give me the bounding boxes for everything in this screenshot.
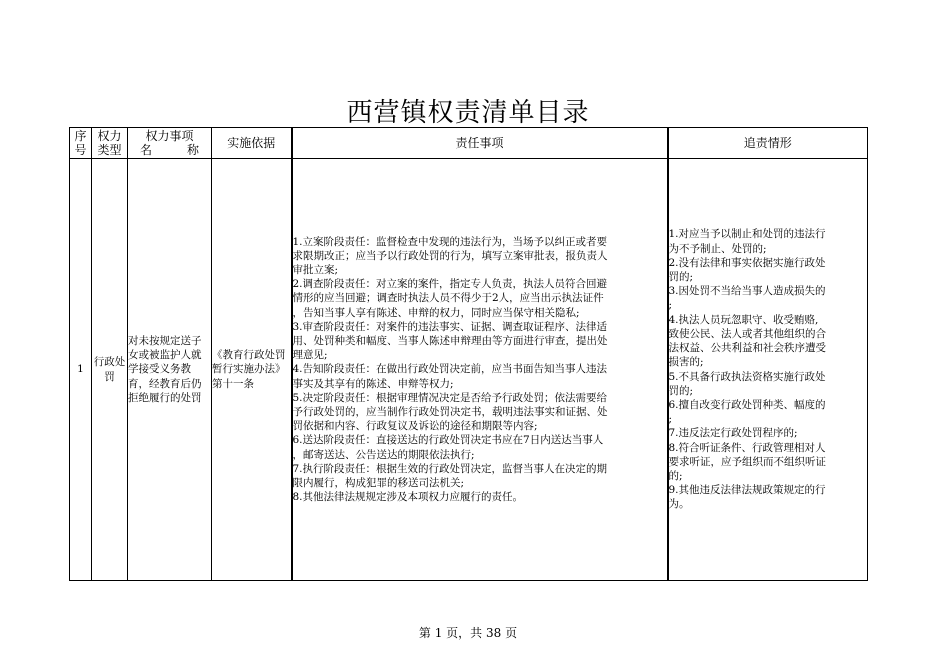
accountability-line: 4.执法人员玩忽职守、收受贿赂, <box>668 313 819 326</box>
accountability-line: ; <box>668 299 673 312</box>
cell-name: 对未按规定送子女或被监护人就学接受义务教育，经教育后仍拒绝履行的处罚 <box>128 159 212 581</box>
header-responsibility: 责任事项 <box>292 128 668 159</box>
responsibility-line: ，邮寄送达、公告送达的期限依法执行; <box>292 448 475 461</box>
responsibility-line: 限内履行，构成犯罪的移送司法机关; <box>292 477 465 490</box>
responsibility-line: 5.决定阶段责任：根据审理情况决定是否给予行政处罚；依法需要给 <box>292 391 608 404</box>
accountability-line: 要求听证，应予组织而不组织听证 <box>668 455 826 468</box>
responsibility-line: 罚依据和内容、行政复议及诉讼的途径和期限等内容; <box>292 420 538 433</box>
cell-responsibility <box>292 159 668 581</box>
header-type: 权力 类型 <box>92 128 128 159</box>
accountability-line: 罚的; <box>668 271 694 284</box>
cell-accountability <box>668 159 868 581</box>
accountability-line: 法权益、公共利益和社会秩序遭受 <box>668 342 826 355</box>
responsibility-line: 1.立案阶段责任：监督检查中发现的违法行为，当场予以纠正或者要 <box>292 235 608 248</box>
accountability-line: 罚的; <box>668 384 694 397</box>
cell-basis: 《教育行政处罚暂行实施办法》第十一条 <box>212 159 292 581</box>
power-list-table <box>69 127 868 581</box>
accountability-line: 6.擅自改变行政处罚种类、幅度的 <box>668 398 826 411</box>
cell-type: 行政处罚 <box>92 159 128 581</box>
accountability-line: 5.不具备行政执法资格实施行政处 <box>668 370 826 383</box>
accountability-line: 7.违反法定行政处罚程序的; <box>668 427 798 440</box>
table-header-row <box>70 128 868 159</box>
header-name: 权力事项 名 称 <box>128 128 212 159</box>
responsibility-line: ，告知当事人享有陈述、申辩的权力，同时应当保守相关隐私; <box>292 306 580 319</box>
accountability-line: 为。 <box>668 498 690 511</box>
responsibility-line: 求限期改正；应当予以行政处罚的行为，填写立案审批表，报负责人 <box>292 249 608 262</box>
accountability-line: 3.因处罚不当给当事人造成损失的 <box>668 285 826 298</box>
table-row <box>70 159 868 581</box>
accountability-line: 为不予制止、处罚的; <box>668 242 767 255</box>
responsibility-line: 2.调查阶段责任：对立案的案件，指定专人负责，执法人员符合回避 <box>292 278 608 291</box>
accountability-line: 1.对应当予以制止和处罚的违法行 <box>668 228 826 241</box>
responsibility-line: 理意见; <box>292 349 328 362</box>
header-basis: 实施依据 <box>212 128 292 159</box>
responsibility-line: 审批立案; <box>292 263 339 276</box>
accountability-line: 9.其他违反法律法规政策规定的行 <box>668 484 826 497</box>
accountability-line: ; <box>668 413 673 426</box>
page-footer: 第 1 页，共 38 页 <box>418 626 518 640</box>
header-accountability: 追责情形 <box>668 128 868 159</box>
responsibility-line: 情形的应当回避；调查时执法人员不得少于2人，应当出示执法证件 <box>292 292 604 305</box>
responsibility-line: 8.其他法律法规规定涉及本项权力应履行的责任。 <box>292 491 524 504</box>
responsibility-line: 7.执行阶段责任：根据生效的行政处罚决定，监督当事人在决定的期 <box>292 462 608 475</box>
accountability-line: 的; <box>668 469 683 482</box>
page-title: 西营镇权责清单目录 <box>346 98 590 128</box>
accountability-line: 损害的; <box>668 356 704 369</box>
accountability-line: 8.符合听证条件、行政管理相对人 <box>668 441 826 454</box>
accountability-line: 致使公民、法人或者其他组织的合 <box>668 327 826 340</box>
responsibility-line: 4.告知阶段责任：在做出行政处罚决定前，应当书面告知当事人违法 <box>292 363 608 376</box>
accountability-line: 2.没有法律和事实依据实施行政处 <box>668 256 826 269</box>
responsibility-line: 事实及其享有的陈述、申辩等权力; <box>292 377 454 390</box>
responsibility-line: 予行政处罚的，应当制作行政处罚决定书，载明违法事实和证据、处 <box>292 406 608 418</box>
header-no: 序 号 <box>70 128 92 159</box>
responsibility-line: 3.审查阶段责任：对案件的违法事实、证据、调查取证程序、法律适 <box>292 320 608 333</box>
responsibility-line: 6.送达阶段责任：直接送达的行政处罚决定书应在7日内送达当事人 <box>292 434 604 447</box>
responsibility-line: 用、处罚种类和幅度、当事人陈述申辩理由等方面进行审查，提出处 <box>292 334 608 347</box>
cell-no: 1 <box>70 159 92 581</box>
